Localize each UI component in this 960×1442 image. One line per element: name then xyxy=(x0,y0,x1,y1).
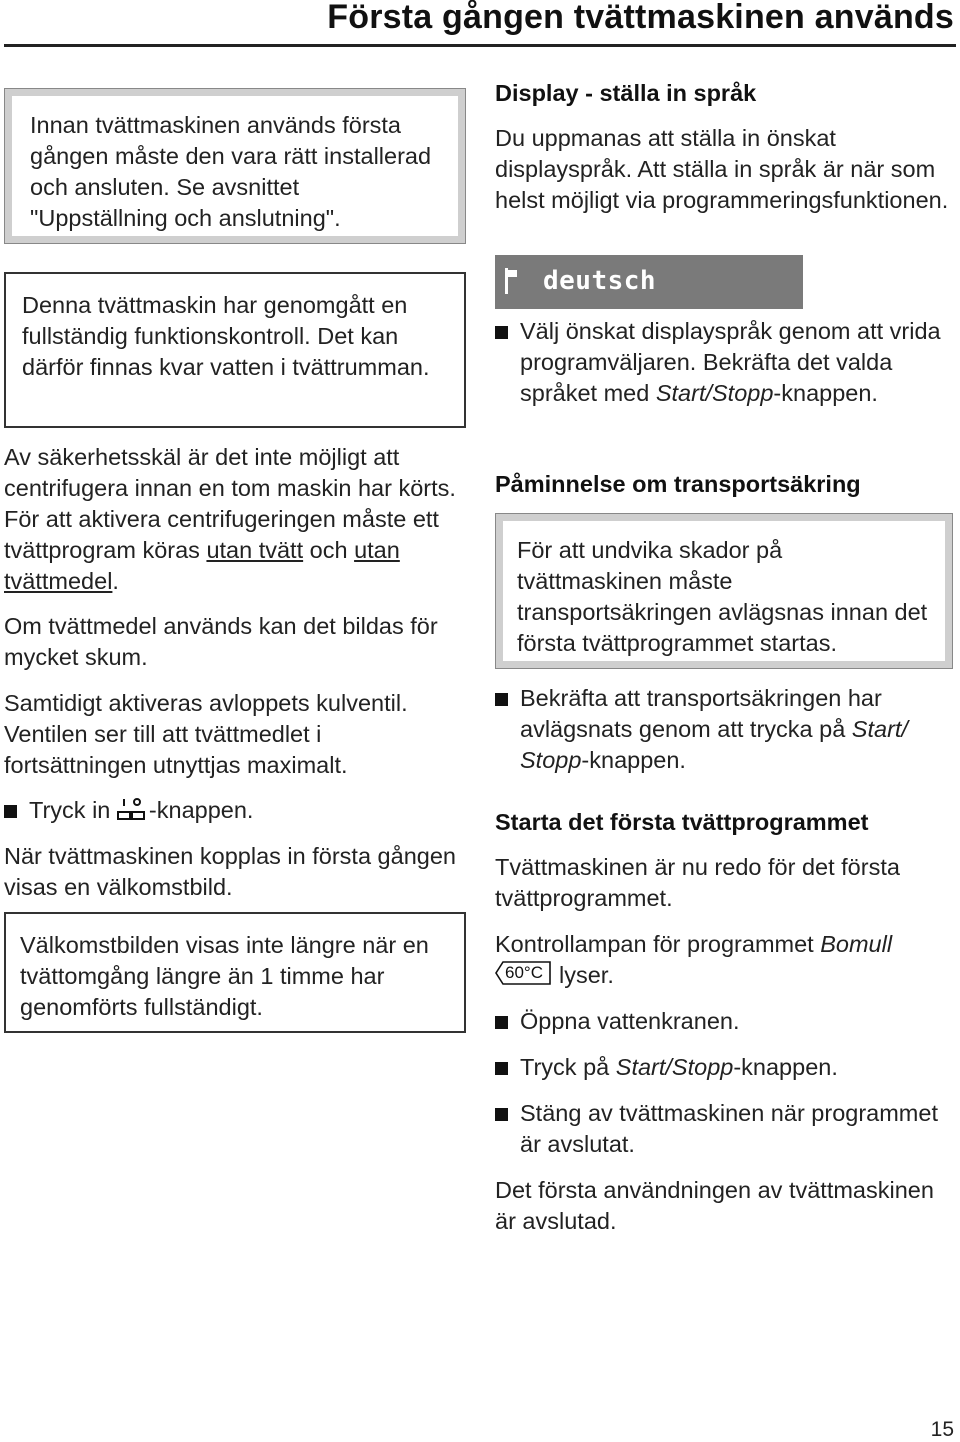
safety-and: och xyxy=(303,537,355,563)
safety-underline-2: utan tvättmedel xyxy=(4,537,400,594)
press-text-end: -knappen. xyxy=(148,797,254,823)
temperature-label: 60°C xyxy=(505,963,543,982)
temperature-badge xyxy=(495,961,551,985)
start-button-name: Start/Stopp xyxy=(615,1054,734,1080)
lamp-paragraph xyxy=(495,929,953,991)
notice-box xyxy=(4,88,466,244)
bullet-marker xyxy=(495,1062,508,1075)
lamp-program: Bomull xyxy=(820,931,893,957)
page-title: Första gången tvättmaskinen används xyxy=(327,0,954,36)
display-language: deutsch xyxy=(543,266,657,296)
display-heading: Display - ställa in språk xyxy=(495,80,757,106)
display-paragraph: Du uppmanas att ställa in önskat displayspråk. Att ställa in språk är när som helst möjligt via programmeringsfunktionen. xyxy=(495,125,949,213)
transport-heading: Påminnelse om transportsäkring xyxy=(495,471,861,497)
bullet-switch-off xyxy=(495,1098,953,1160)
lamp-text-end: lyser. xyxy=(559,962,614,988)
switch-off-text: Stäng av tvättmaskinen när programmet är avslutat. xyxy=(520,1100,938,1157)
bullet-marker xyxy=(4,805,17,818)
welcome-box xyxy=(4,912,466,1033)
lang-text-end: -knappen. xyxy=(773,380,878,406)
bullet-marker xyxy=(495,326,508,339)
valve-paragraph: Samtidigt aktiveras avloppets kulventil. Ventilen ser till att tvättmedlet i fortsättningen utnyttjas maximalt. xyxy=(4,690,408,778)
bullet-marker xyxy=(495,1016,508,1029)
done-paragraph: Det första användningen av tvättmaskinen är avslutad. xyxy=(495,1177,934,1234)
bullet-marker xyxy=(495,693,508,706)
bullet-confirm-transport xyxy=(495,683,953,776)
press-text: Tryck in xyxy=(29,797,117,823)
lang-text: Välj önskat displayspråk genom att vrida programväljaren. Bekräfta det valda språket med xyxy=(520,318,941,406)
header-divider xyxy=(4,44,956,47)
display-panel xyxy=(495,255,803,309)
info-text: Denna tvättmaskin har genomgått en fullständig funktionskontroll. Det kan därför finnas kvar vatten i tvättrumman. xyxy=(22,292,430,380)
welcome-box-text: Välkomstbilden visas inte längre när en tvättomgång längre än 1 timme har genomförts fullständigt. xyxy=(20,932,429,1020)
lamp-text: Kontrollampan för programmet xyxy=(495,931,821,957)
start-text: Tryck på xyxy=(520,1054,616,1080)
info-box xyxy=(4,272,466,428)
bullet-press-start xyxy=(495,1052,953,1083)
bullet-open-tap xyxy=(495,1006,953,1037)
confirm-button-name: Start/ Stopp xyxy=(520,716,908,773)
foam-paragraph: Om tvättmedel används kan det bildas för mycket skum. xyxy=(4,613,438,670)
lang-button-name: Start/Stopp xyxy=(655,380,774,406)
start-text-end: -knappen. xyxy=(733,1054,838,1080)
transport-text: För att undvika skador på tvättmaskinen måste transportsäkringen avlägsnas innan det första tvättprogrammet startas. xyxy=(517,537,928,656)
safety-end: . xyxy=(112,568,119,594)
flag-icon xyxy=(503,268,519,294)
notice-text: Innan tvättmaskinen används första gången måste den vara rätt installerad och ansluten. Se avsnittet "Uppställning och anslutning". xyxy=(30,112,432,231)
page-number: 15 xyxy=(930,1418,954,1441)
on-off-icon xyxy=(117,797,149,829)
bullet-select-language xyxy=(495,316,953,409)
confirm-text-end: -knappen. xyxy=(581,747,686,773)
bullet-marker xyxy=(495,1108,508,1121)
tap-text: Öppna vattenkranen. xyxy=(520,1008,740,1034)
welcome-paragraph: När tvättmaskinen kopplas in första gången visas en välkomstbild. xyxy=(4,843,456,900)
safety-paragraph xyxy=(4,442,466,597)
confirm-text: Bekräfta att transportsäkringen har avlägsnats genom att trycka på xyxy=(520,685,882,742)
safety-text: Av säkerhetsskäl är det inte möjligt att centrifugera innan en tom maskin har körts. För att aktivera centrifugeringen måste ett tvättprogram köras xyxy=(4,444,456,563)
bullet-press-on xyxy=(4,795,466,829)
transport-box xyxy=(495,513,953,669)
start-heading: Starta det första tvättprogrammet xyxy=(495,809,869,835)
ready-paragraph: Tvättmaskinen är nu redo för det första tvättprogrammet. xyxy=(495,854,900,911)
safety-underline-1: utan tvätt xyxy=(206,537,304,563)
